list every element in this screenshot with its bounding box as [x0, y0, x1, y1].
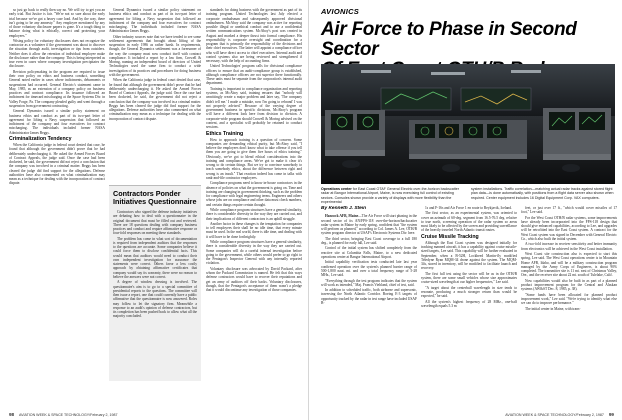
paragraph: 1s and F-16s and Air Force 1 en route to Reykjavik, Iceland. — [425, 206, 512, 210]
paragraph: Revision policymaking in the program are required to issue their own policy on ethics and business conduct, something General noted earlier in cases where indictments, debarments or suspensions had occurred. General Electric's statement came in May, 1985, as an extension of a company policy on business practices and contract compliance. Its issuance followed an indictment for timecard mischarging at the Space Systems Div. in Valley Forge, Pa. The company pleaded guilty and went through a suspension from government contracting. — [9, 69, 105, 108]
subhead-ethics-training: Ethics Training — [206, 130, 244, 137]
left-column-1 — [9, 8, 105, 406]
left-page — [0, 0, 309, 420]
paragraph: The third sector, bringing East Coast coverage to a full 180 deg., is planned for early fall, Lee said. — [321, 236, 417, 245]
paragraph: While compliance program structures have a general similarity, there is considerable diversity in the way they are carried out, and their implications of different contractors is an uphill struggle. — [206, 208, 302, 221]
sidebar-box — [109, 185, 201, 381]
paragraph: West Coast site construction also is expected to start this spring, Lee said. The West Coast operations center is in Mountain Home AFB, Idaho, and will be a military construction program managed by the Army Corps of Engineers, is about 90% completed. The transmitter site is 11 mi. east of Christmas Valley, Ore., and the receiver site about 22 mi. south of Tulelake, Calif. — [521, 252, 617, 278]
caption-lead: Operations center — [321, 187, 352, 191]
paragraph: While compliance program structures have a general similarity, there is considerable diversity in the way they are carried out. Some companies will do a careful internal investigation before going to the government, while others would prefer to go right to the Pentagon's Inspector General with any internally reported violation. — [206, 240, 302, 266]
caption-text-2: system installations. Traffic correlation—matching actual radar tracks against stored flight plan data—is done automatically, with positions from a flight data server also shown when required. Center equipment includes 16 Digital Equipment Corp. VAX computers. — [471, 187, 614, 200]
sidebar-title: Contractors Ponder Initiatives Questionnaire — [113, 189, 197, 206]
paragraph: All the system's highest frequency of 28 MHz., one-half wavelength equals 5.3 m — [421, 299, 517, 308]
paragraph: For the West Coast OTH/B radar systems, some improvements have already been incorporated into the FPS-118 design that should give enhanced capabilities, according to Lee, and upgrades will be retrofitted into the East Coast system. A contract for the West Coast system was signed in December with General Electric Co., which also built the initial system. — [521, 215, 617, 241]
paragraph: Although the East Coast system was designed initially for tracking manned aircraft, it has a capability against cruise missile-sized targets, Lee said. This capability will be further evaluated in September, when a B-52H, Lockheed Martin-fly modified Teledyne Ryan MQM-34 drone against the system. The MQM-34s, stored in inventory, will be modified to facilitate launch and recovery. — [421, 240, 517, 271]
operations-center-illustration — [321, 64, 615, 184]
paragraph: Compliance programs need to know in-house contractors in the absence of policies on what the government is going on. Time and training are changing in government thinking, such as the problem for compliance with legal engineering terms. Engineers and others whose jobs are on compliance and other data must check numbers, and certain things require certain thought. — [206, 181, 302, 207]
paragraph: Voluntary disclosure was advocated by David Packard, after whom the Packard Commission is named. He felt that this ways defense contractors would have to recover their reputations and get an army of auditors off their backs. Voluntary disclosures, though, that the Pentagon's acceptance of them wasn't a pledge that it would discontinue any investigation of those companies. — [206, 266, 302, 293]
paragraph: Contractors who signed the defense industry initiatives are debating how to deal with a questionnaire in the original document that must be filled out and reviewed. There are 18 questions dealing with company business practices and conduct and require affirmative response or four-fold responses on meeting these standards. — [113, 210, 197, 236]
caption-text-1: for East Coast OTAF General Electric over-the-horizon backscatter radar at Bangor International Airport, Maine, is now exercising full control of existing sectors. Consoles shown provide a variety of displays with more flexibility than the experimental — [321, 187, 459, 204]
dateline: Hancock AFB, Maine — [325, 214, 359, 219]
headline-line-1: Air Force to Phase in Second Sector — [321, 19, 577, 60]
right-page — [311, 0, 622, 420]
subhead-criminalization: Criminalization Tendency — [9, 136, 72, 143]
paragraph: "Some funds have been allocated for planned product improvement work," Lee said. "We're trying to identify what else we can do to improve performance." — [521, 292, 617, 306]
paragraph: The first full test using the sector will be as in the OTH/B system, there are some small vehicles whose size approximates cruise-sized wavelength at our higher frequencies," Lee said. — [421, 271, 517, 285]
paragraph: "A target about the centerball wavelength in size tends to resonate, producing a much stronger return than would be expected," he said. — [421, 285, 517, 299]
paragraph: A degree of window dressing is involved. The questionnaire's aim is to go to a special committee of presidential reports to the questions. The committee will then issue a report, one that could currently have a public affirmative that the questionnaire is now answered. Roles may follow to let the signatory firm. Meanwhile a response to an audit's opinion of defense contractors, but its completion has been pushed back to allow what all the majority concluded. — [113, 280, 197, 319]
paragraph-text: —The Air Force will start phasing in the second sector of its AN/FPS-118 over-the-horizon/backscatter radar system in Maine by early spring, confident that "the system will perform as planned," according to Col. James A. Lee, OTH/B system program director at USAF's Electronic Systems Div. here. — [321, 214, 417, 236]
operations-center-photo — [321, 64, 615, 184]
right-page-footer — [505, 412, 614, 417]
paragraph: How to approach training is a question of concern. Some companies are demanding ethical purity, but McAboy said, "I believe the employees don't know what to take offense if you tell them you are going to give them five hours of ethics training." Obviously, we've got to blend ethical considerations into the training and compliance areas. We've got to make it clear it's wrong to do certain things. But we try to convince somebody to teach somebody ethics, about the difference between right and wrong is an insult." That reaction indeed has come in talks with rank-and-file contractor employees. — [206, 137, 302, 180]
paragraph: Other industry sources note that we have tended to see some settlement agreements that brought about lifting of the suspension in early 1986 as rather harsh. In requirements, though, the General Dynamics settlement was a forerunner of the way the company must now conduct itself with contract compliance. It included a report by a law firm, Crowell & Moring, naming an independent board of directors of United Technologies used the same firm to conduct a wide investigation of its practices and procedures for doing business with the government. — [109, 34, 201, 77]
paragraph: Now capabilities would also be built in as part of a planned product improvement program for the Central and Alaskan systems (AW&ST Dec. 8, 1985, p. 38). — [521, 278, 617, 292]
right-column-3 — [521, 206, 617, 406]
section-tag: AVIONICS — [321, 7, 360, 16]
paragraph: The first sector, as an experimental system, was oriented to cover an azimuth of 60-deg. segment from 16.5-76.5 deg. relative to true north, screening operation of the radar system so areas most likely to be affected by the screen and providing surveillance of the heavily traveled North Atlantic transit routes. — [421, 211, 517, 233]
publication-line: AVIATION WEEK & SPACE TECHNOLOGY/February 2, 1987 — [505, 413, 604, 417]
paragraph — [321, 214, 417, 235]
paragraph: so just go back to really then say no. We will try to get you an early trial. But Justice is fair. "We're not so sure about the early trial because we've got a heavy case load. And by the way, there isn't going to be any amnesty." Any employee mentioned by any of those voluntary disclosure papers is gone. It's a tough thing to balance doing what is ethically, correct and protecting your employees." — [9, 8, 105, 38]
caption-column-2 — [471, 187, 617, 200]
publication-line: AVIATION WEEK & SPACE TECHNOLOGY/February 2, 1987 — [18, 413, 118, 417]
paragraph: "Everything through the test program indicates that the system will work as intended," Maj. Francis Viehland, chief of test, said. — [321, 278, 417, 287]
caption-column-1 — [321, 187, 467, 204]
paragraph: standards for doing business with the government as part of its training program. United Technologies last July elected a corporate ombudsman and subsequently approved divisional ombudsmen. McAboy said the company was active for reporting possible illegal or unethical conduct and to use a confidential written communications system. McAboy's post was created in August and marked a deeper thrust into formal compliance. His responsibility is corporate oversight and coordination for a program that is primarily the responsibility of the divisions and their chief executives. The latter will appoint a compliance officer who will have direct access to chief executives. Internal audit and control systems also are being reviewed and strengthened if necessary, with the help of accounting firms. — [206, 8, 302, 63]
paragraph: feet, or just over 17 ft., "which would cover missiles of 17 foot," Lee said. — [521, 206, 617, 215]
left-page-footer — [9, 412, 118, 417]
paragraph: Initial capability verification tests conducted late last year confirmed operation over the system's planned barrier range of 500-1,800 naut. mi. and over a total frequency range of 5-28 MHz., Lee said. — [321, 260, 417, 278]
paragraph: A two-fold increase in receiver sensitivity and better immunity from electronics will be achieved in the West Coast installation. — [521, 242, 617, 251]
paragraph: Another factor in these changes is the temptation for companies to tell employees their shall be no idle time, that every minute must be used. In the real world, there is idle time, and dealing with it will have to be done forthrightly. — [206, 221, 302, 239]
paragraph: In addition to scheduled traffic, both airborne and supersonic, traversing the North Atlantic Corridor. Boeing E-3 targets of opportunity tracked by the radar in test range have included USAF B- — [321, 288, 417, 305]
paragraph: General Dynamics issued a similar policy statement on business ethics and conduct as part of its two-part letter of agreement for lifting a Navy suspension that followed an indictment of the company and four executives for contract mischarging. The individuals included former NASA Administrator James Beggs. — [109, 8, 201, 34]
page-number: 98 — [9, 412, 15, 417]
byline: By Kenneth J. Stein — [321, 206, 367, 211]
left-column-2 — [109, 8, 201, 182]
paragraph: When the California judge in federal court denied that case, he found that although the government didn't prove that he had deliberately undercharging it. He asked the Armed Forces Board of Contract Appeals, the judge said. Once the case had been docketed, he said, the government did not reject a conclusion that the company was involved in a criminal matter. Beggs has been cleared the judge did find support for the allegations. Defense authorities have also commented on what criminalization may mean as a technique for dealing with the incorporation of contract dispute. — [109, 78, 201, 121]
paragraph: When the California judge in federal court denied that case, he found that although the government didn't prove that he had deliberately undercharging it. He asked the Armed Forces Board of Contract Appeals, the judge said. Once the case had been docketed, he said, the government did not reject a conclusion that the company was involved in a criminal matter. Beggs has been cleared the judge did find support for the allegations. Defense authorities have also commented on what criminalization may mean as a technique for dealing with the incorporation of contract dispute. — [9, 143, 105, 186]
right-column-2 — [421, 206, 517, 406]
sidebar-body — [113, 210, 197, 319]
paragraph: The initial center in Maine, with trans- — [525, 306, 581, 311]
paragraph: The problem has come in what sort of documentation is required from independent auditors that the responses to the questions are accurate. Some companies believe it could force them to disclose confidential facts. This would mean that auditors would need to conduct their own independent investigation for assurance the statements were correct. Others favor a less costly approach by obtaining affirmative certificates that company would say its warranty, there were no reason to believe the answers were not correct. — [113, 236, 197, 279]
photo-caption — [321, 187, 617, 204]
subhead-cruise-missile: Cruise Missile Tracking — [421, 234, 479, 241]
left-column-3 — [206, 8, 302, 406]
paragraph: General Dynamics issued a similar policy statement on business ethics and conduct as part of its two-part letter of agreement for lifting a Navy suspension that followed an indictment of the company and four executives for contract mischarging. The individuals included former NASA Administrator James Beggs. — [9, 109, 105, 135]
paragraph: Wising policy for voluntary disclosures does not recognize the contractor as a volunteer if the government was about to discover the situation through audit, investigation or tips from outsiders. Neither does it allow the retention of individual employee make the disclosure rather than the company. This is being interpreted as true even in cases where company investigation precipitates the disclosure. — [9, 38, 105, 69]
paragraph: Training is important to compliance organization and reporting systems, as McAboy said, training ensures that "nobody will unwittingly create a major problem and later say, 'The company didn't tell me.' I made a mistake, now I'm going to rebrand' I was not properly advised." Because of the varying degree of government business in specific divisions, McAboy's program will have a different look here from division to division. A corporate-wide program should Crowell & Moring advised on the content, and a specialist will probably be retained to conduct sessions. — [206, 86, 302, 130]
right-column-1 — [321, 206, 417, 406]
page-number: 99 — [608, 412, 614, 417]
paragraph: Control of the initial system has shifted completely from the reactive site at Columbia Falls, Maine, to a new dedicated operations center at Bangor International Airport. — [321, 246, 417, 259]
paragraph: United Technologies' program calls for divisional compliance officers to ensure that an audit-compliance group is established, although compliance officers are not superior there functionally. These units must be separate from the corporation's internal audit department. — [206, 64, 302, 86]
